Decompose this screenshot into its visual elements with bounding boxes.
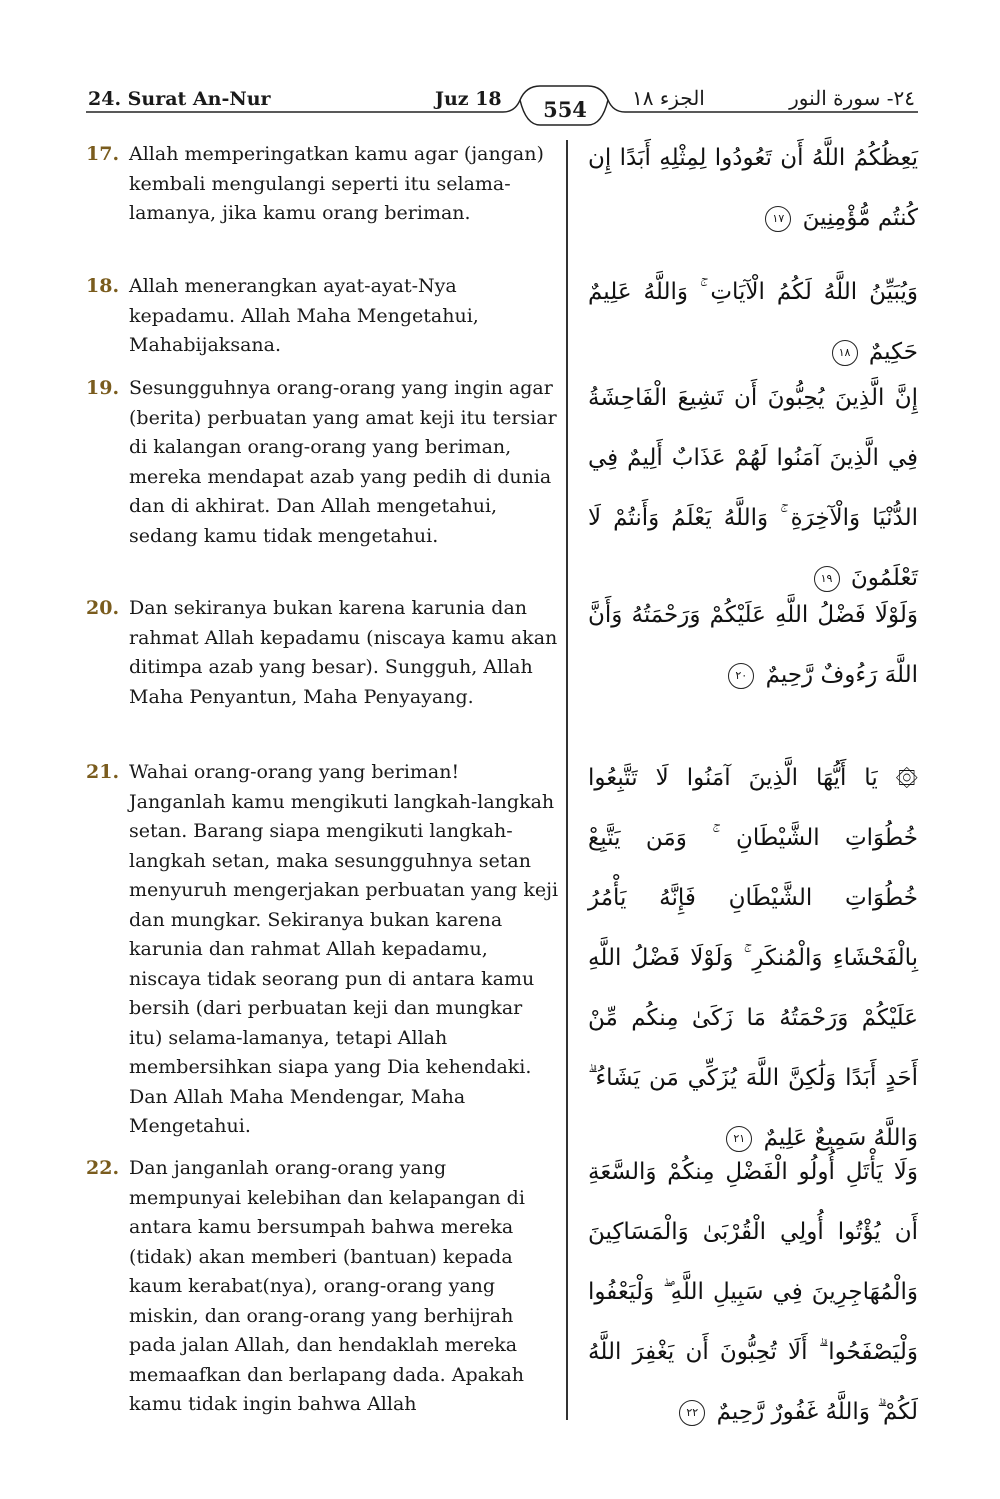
verse-text: Allah menerangkan ayat-ayat-Nya kepadamu. Allah Maha Mengetahui, Mahabijaksana. xyxy=(129,275,479,356)
page-header xyxy=(0,0,1000,130)
verse-number: 18. xyxy=(86,275,120,297)
verse-text: Wahai orang-orang yang beriman! Janganlah kamu mengikuti langkah-langkah setan. Barang siapa mengikuti langkah-langkah setan, maka sesungguhnya setan menyuruh mengerjakan perbuatan yang keji dan mungkar. Sekiranya bukan karena karunia dan rahmat Allah kepadamu, niscaya tidak seorang pun di antara kamu bersih (dari perbuatan keji dan mungkar itu) selama-lamanya, tetapi Allah membersihkan siapa yang Dia kehendaki. Dan Allah Maha Mendengar, Maha Mengetahui. xyxy=(129,761,559,1137)
verse-text: Dan sekiranya bukan karena karunia dan rahmat Allah kepadamu (niscaya kamu akan ditimpa azab yang besar). Sungguh, Allah Maha Penyantun, Maha Penyayang. xyxy=(129,597,558,708)
page-number: 554 xyxy=(543,97,587,122)
verse-number: 22. xyxy=(86,1157,120,1179)
arabic-text: يَعِظُكُمُ اللَّهُ أَن تَعُودُوا لِمِثْلِهِ أَبَدًا إِن كُنتُم مُّؤْمِنِينَ xyxy=(588,145,918,231)
ayah-end-mark: ٢١ xyxy=(726,1126,752,1152)
ayah-end-mark: ٢٠ xyxy=(728,663,754,689)
verse-arabic-17 xyxy=(588,128,918,248)
surah-title-arabic: ٢٤- سورة النور xyxy=(789,86,915,110)
verse-translation-21 xyxy=(86,758,560,1142)
verse-translation-17 xyxy=(86,140,560,229)
column-divider xyxy=(566,140,568,1420)
surah-title-latin: 24. Surat An-Nur xyxy=(88,88,271,110)
verse-arabic-20 xyxy=(588,585,918,705)
verse-translation-22 xyxy=(86,1154,560,1420)
juz-label-latin: Juz 18 xyxy=(435,88,502,110)
verse-text: Sesungguhnya orang-orang yang ingin agar (berita) perbuatan yang amat keji itu tersiar di kalangan orang-orang yang beriman, mereka mendapat azab yang pedih di dunia dan di akhirat. Dan Allah mengetahui, sedang kamu tidak mengetahui. xyxy=(129,377,557,547)
verse-arabic-21 xyxy=(588,748,918,1168)
header-page-tab-rule xyxy=(0,0,1000,130)
verse-translation-20 xyxy=(86,594,560,712)
verse-arabic-19 xyxy=(588,368,918,608)
ayah-end-mark: ١٧ xyxy=(765,206,791,232)
verse-translation-18 xyxy=(86,272,560,361)
verse-number: 17. xyxy=(86,143,120,165)
verse-arabic-18 xyxy=(588,262,918,382)
ayah-end-mark: ١٨ xyxy=(832,340,858,366)
verse-number: 21. xyxy=(86,761,120,783)
verse-arabic-22 xyxy=(588,1142,918,1442)
arabic-text: وَيُبَيِّنُ اللَّهُ لَكُمُ الْآيَاتِ ۚ وَاللَّهُ عَلِيمٌ حَكِيمٌ xyxy=(588,279,918,365)
arabic-text: ۞ يَا أَيُّهَا الَّذِينَ آمَنُوا لَا تَتَّبِعُوا خُطُوَاتِ الشَّيْطَانِ ۚ وَمَن يَتَّبِعْ خُطُوَاتِ الشَّيْطَانِ فَإِنَّهُ يَأْمُرُ بِالْفَحْشَاءِ وَالْمُنكَرِ ۚ وَلَوْلَا فَضْلُ اللَّهِ عَلَيْكُمْ وَرَحْمَتُهُ مَا زَكَىٰ مِنكُم مِّنْ أَحَدٍ أَبَدًا وَلَٰكِنَّ اللَّهَ يُزَكِّي مَن يَشَاءُ ۗ وَاللَّهُ سَمِيعٌ عَلِيمٌ xyxy=(588,765,918,1151)
verse-number: 20. xyxy=(86,597,120,619)
arabic-text: وَلَا يَأْتَلِ أُولُو الْفَضْلِ مِنكُمْ وَالسَّعَةِ أَن يُؤْتُوا أُولِي الْقُرْبَىٰ وَالْمَسَاكِينَ وَالْمُهَاجِرِينَ فِي سَبِيلِ اللَّهِ ۖ وَلْيَعْفُوا وَلْيَصْفَحُوا ۗ أَلَا تُحِبُّونَ أَن يَغْفِرَ اللَّهُ لَكُمْ ۗ وَاللَّهُ غَفُورٌ رَّحِيمٌ xyxy=(588,1159,918,1425)
arabic-text: إِنَّ الَّذِينَ يُحِبُّونَ أَن تَشِيعَ الْفَاحِشَةُ فِي الَّذِينَ آمَنُوا لَهُمْ عَذَابٌ أَلِيمٌ فِي الدُّنْيَا وَالْآخِرَةِ ۚ وَاللَّهُ يَعْلَمُ وَأَنتُمْ لَا تَعْلَمُونَ xyxy=(588,385,918,591)
verse-number: 19. xyxy=(86,377,120,399)
verse-text: Allah memperingatkan kamu agar (jangan) kembali mengulangi seperti itu selama-lamanya, jika kamu orang beriman. xyxy=(129,143,544,224)
juz-label-arabic: الجزء ١٨ xyxy=(632,86,705,110)
ayah-end-mark: ١٩ xyxy=(814,566,840,592)
verse-text: Dan janganlah orang-orang yang mempunyai kelebihan dan kelapangan di antara kamu bersumpah bahwa mereka (tidak) akan memberi (bantuan) kepada kaum kerabat(nya), orang-orang yang miskin, dan orang-orang yang berhijrah pada jalan Allah, dan hendaklah mereka memaafkan dan berlapang dada. Apakah kamu tidak ingin bahwa Allah xyxy=(129,1157,525,1415)
verse-translation-19 xyxy=(86,374,560,551)
arabic-text: وَلَوْلَا فَضْلُ اللَّهِ عَلَيْكُمْ وَرَحْمَتُهُ وَأَنَّ اللَّهَ رَءُوفٌ رَّحِيمٌ xyxy=(588,602,918,688)
ayah-end-mark: ٢٢ xyxy=(679,1400,705,1426)
